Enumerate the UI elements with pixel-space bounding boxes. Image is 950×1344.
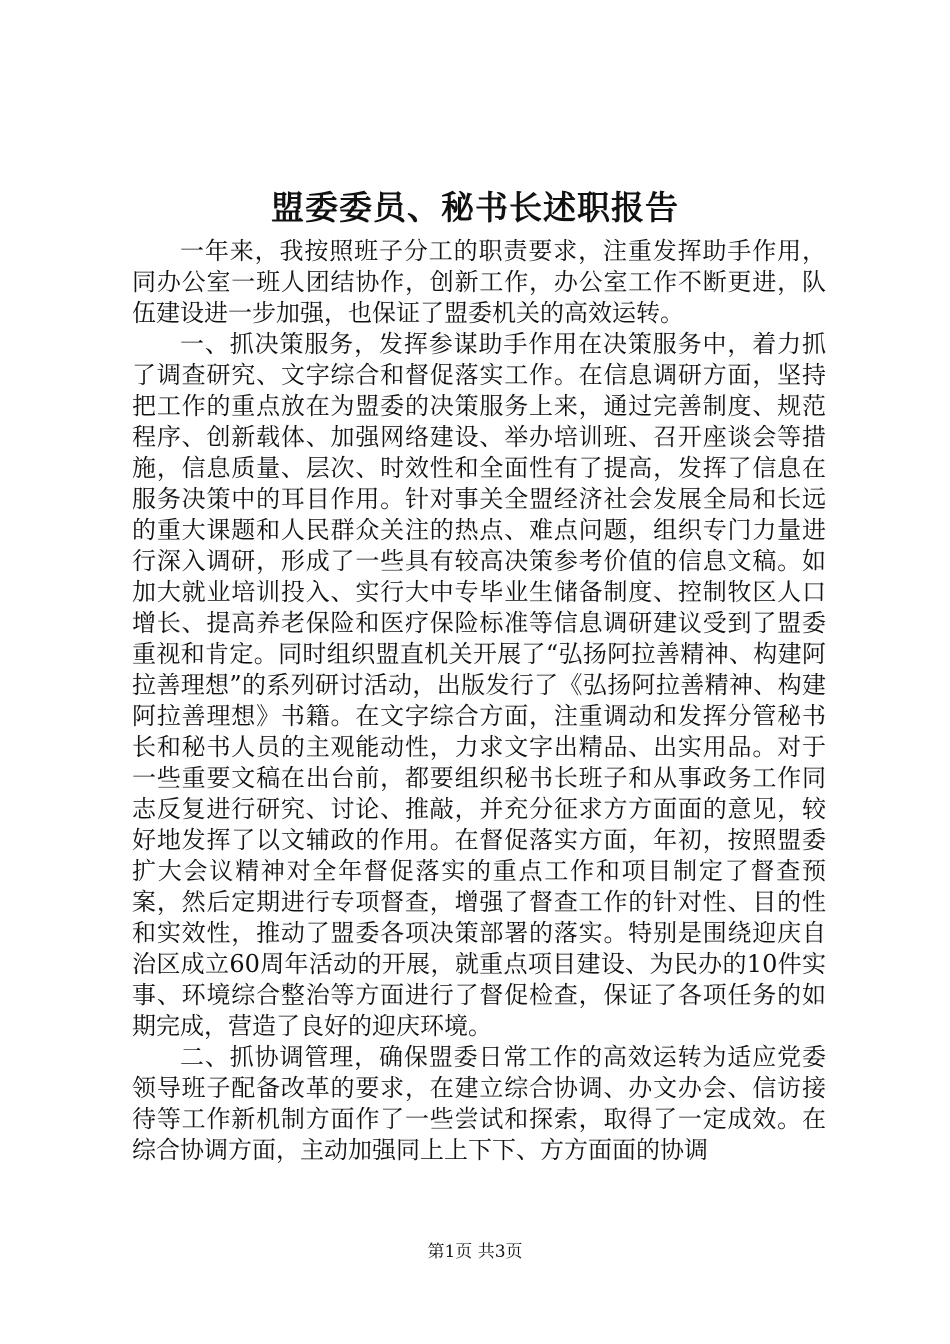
document-title: 盟委委员、秘书长述职报告 xyxy=(271,188,679,227)
paragraph-coordination: 二、抓协调管理，确保盟委日常工作的高效运转为适应党委领导班子配备改革的要求，在建立综合协调、办文办会、信访接待等工作新机制方面作了一些尝试和探索，取得了一定成效。在综合协调方面，主动加强同上上下下、方方面面的协调 xyxy=(132,1043,826,1164)
paragraph-decision-service: 一、抓决策服务，发挥参谋助手作用在决策服务中，着力抓了调查研究、文字综合和督促落实工作。在信息调研方面，坚持把工作的重点放在为盟委的决策服务上来，通过完善制度、规范程序、创新载体、加强网络建设、举办培训班、召开座谈会等措施，信息质量、层次、时效性和全面性有了提高，发挥了信息在服务决策中的耳目作用。针对事关全盟经济社会发展全局和长远的重大课题和人民群众关注的热点、难点问题，组织专门力量进行深入调研，形成了一些具有较高决策参考价值的信息文稿。如加大就业培训投入、实行大中专毕业生储备制度、控制牧区人口增长、提高养老保险和医疗保险标准等信息调研建议受到了盟委重视和肯定。同时组织盟直机关开展了“弘扬阿拉善精神、构建阿拉善理想”的系列研讨活动，出版发行了《弘扬阿拉善精神、构建阿拉善理想》书籍。在文字综合方面，注重调动和发挥分管秘书长和秘书人员的主观能动性，力求文字出精品、出实用品。对于一些重要文稿在出台前，都要组织秘书长班子和从事政务工作同志反复进行研究、讨论、推敲，并充分征求方方面面的意见，较好地发挥了以文辅政的作用。在督促落实方面，年初，按照盟委扩大会议精神对全年督促落实的重点工作和项目制定了督查预案，然后定期进行专项督查，增强了督查工作的针对性、目的性和实效性，推动了盟委各项决策部署的落实。特别是围绕迎庆自治区成立60周年活动的开展，就重点项目建设、为民办的10件实事、环境综合整治等方面进行了督促检查，保证了各项任务的如期完成，营造了良好的迎庆环境。 xyxy=(132,330,826,1040)
paragraph-intro: 一年来，我按照班子分工的职责要求，注重发挥助手作用，同办公室一班人团结协作，创新工作，办公室工作不断更进，队伍建设进一步加强，也保证了盟委机关的高效运转。 xyxy=(132,237,826,327)
page-footer: 第1页 共3页 xyxy=(427,1242,523,1262)
document-body xyxy=(132,236,826,1166)
